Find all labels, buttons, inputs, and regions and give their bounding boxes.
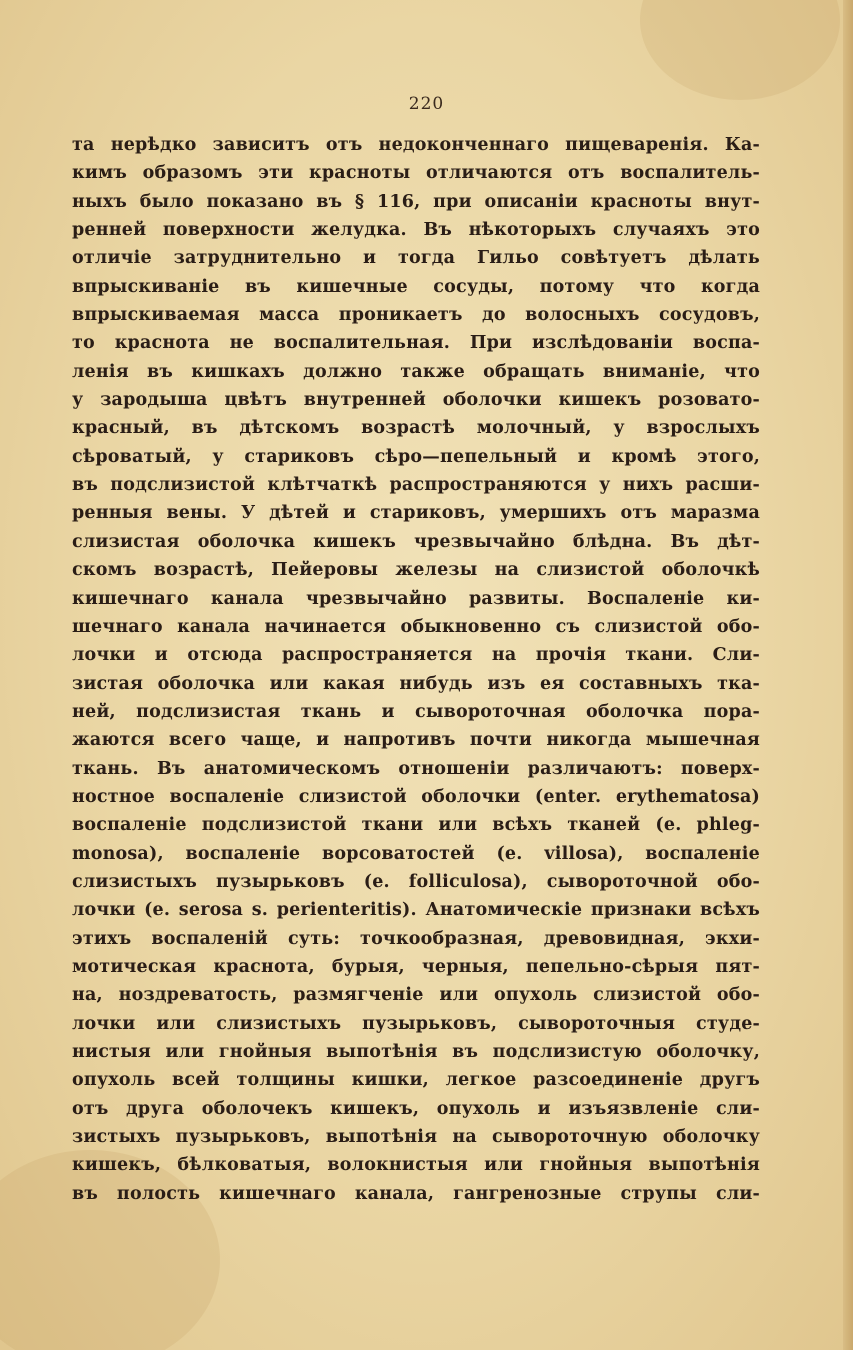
text-line: ренныя вены. У дѣтей и стариковъ, умершихъ отъ маразма — [72, 503, 760, 524]
body-text — [72, 131, 760, 1208]
text-line: въ полость кишечнаго канала, гангренозные струпы сли- — [72, 1183, 760, 1204]
text-line: лочки (e. serosa s. perienteritis). Анатомическіе признаки всѣхъ — [72, 900, 760, 921]
text-line: кишекъ, бѣлковатыя, волокнистыя или гнойныя выпотѣнія — [72, 1155, 760, 1176]
page-number: 220 — [408, 94, 445, 114]
text-line: красный, въ дѣтскомъ возрастѣ молочный, у взрослыхъ — [72, 418, 760, 439]
text-line: ней, подслизистая ткань и сывороточная оболочка пора- — [72, 701, 760, 722]
text-line: зистыхъ пузырьковъ, выпотѣнія на сывороточную оболочку — [72, 1127, 760, 1148]
text-line: въ подслизистой клѣтчаткѣ распространяются у нихъ расши- — [72, 475, 760, 496]
text-line: ленія въ кишкахъ должно также обращать вниманіе, что — [72, 361, 760, 382]
text-line: та нерѣдко зависитъ отъ недоконченнаго пищеваренія. Ка- — [72, 135, 760, 155]
page-edge — [843, 0, 853, 1350]
text-line: скомъ возрастѣ, Пейеровы железы на слизистой оболочкѣ — [72, 560, 760, 581]
text-line: ныхъ было показано въ § 116, при описаніи красноты внут- — [72, 191, 760, 212]
text-line: этихъ воспаленій суть: точкообразная, древовидная, экхи- — [72, 928, 760, 949]
text-line: отличіе затруднительно и тогда Гильо совѣтуетъ дѣлать — [72, 248, 760, 269]
text-line: кишечнаго канала чрезвычайно развиты. Воспаленіе ки- — [72, 588, 760, 609]
text-line: опухоль всей толщины кишки, легкое разсоединеніе другъ — [72, 1070, 760, 1091]
text-line: лочки или слизистыхъ пузырьковъ, сывороточныя студе- — [72, 1013, 760, 1034]
text-line: отъ друга оболочекъ кишекъ, опухоль и изъязвленіе сли- — [72, 1098, 760, 1119]
text-line: ткань. Въ анатомическомъ отношеніи различаютъ: поверх- — [72, 758, 760, 779]
text-line: у зародыша цвѣтъ внутренней оболочки кишекъ розовато- — [72, 390, 760, 411]
text-line: мотическая краснота, бурыя, черныя, пепельно-сѣрыя пят- — [72, 956, 760, 977]
text-line: monosa), воспаленіе ворсоватостей (e. villosa), воспаленіе — [72, 843, 760, 864]
text-line: ностное воспаленіе слизистой оболочки (enter. erythematosa) — [72, 786, 760, 807]
text-line: слизистыхъ пузырьковъ (e. folliculosa), сывороточной обо- — [72, 871, 760, 892]
text-line: лочки и отсюда распространяется на прочія ткани. Сли- — [72, 645, 760, 666]
text-line: зистая оболочка или какая нибудь изъ ея составныхъ тка- — [72, 673, 760, 694]
text-line: на, ноздреватость, размягченіе или опухоль слизистой обо- — [72, 985, 760, 1006]
text-line: нистыя или гнойныя выпотѣнія въ подслизистую оболочку, — [72, 1042, 760, 1062]
text-line: ренней поверхности желудка. Въ нѣкоторыхъ случаяхъ это — [72, 220, 760, 241]
paper-stain — [640, 0, 840, 100]
text-line: то краснота не воспалительная. При изслѣдованіи воспа- — [72, 333, 760, 354]
text-line: впрыскиваемая масса проникаетъ до волосныхъ сосудовъ, — [72, 305, 760, 326]
text-line: кимъ образомъ эти красноты отличаются отъ воспалитель- — [72, 163, 760, 184]
text-line: сѣроватый, у стариковъ сѣро—пепельный и кромѣ этого, — [72, 446, 760, 467]
text-line: слизистая оболочка кишекъ чрезвычайно блѣдна. Въ дѣт- — [72, 531, 760, 552]
text-line: воспаленіе подслизистой ткани или всѣхъ тканей (e. phleg- — [72, 815, 760, 836]
text-line: жаются всего чаще, и напротивъ почти никогда мышечная — [72, 730, 760, 751]
text-line: шечнаго канала начинается обыкновенно съ слизистой обо- — [72, 616, 760, 637]
text-line: впрыскиваніе въ кишечные сосуды, потому что когда — [72, 276, 760, 297]
